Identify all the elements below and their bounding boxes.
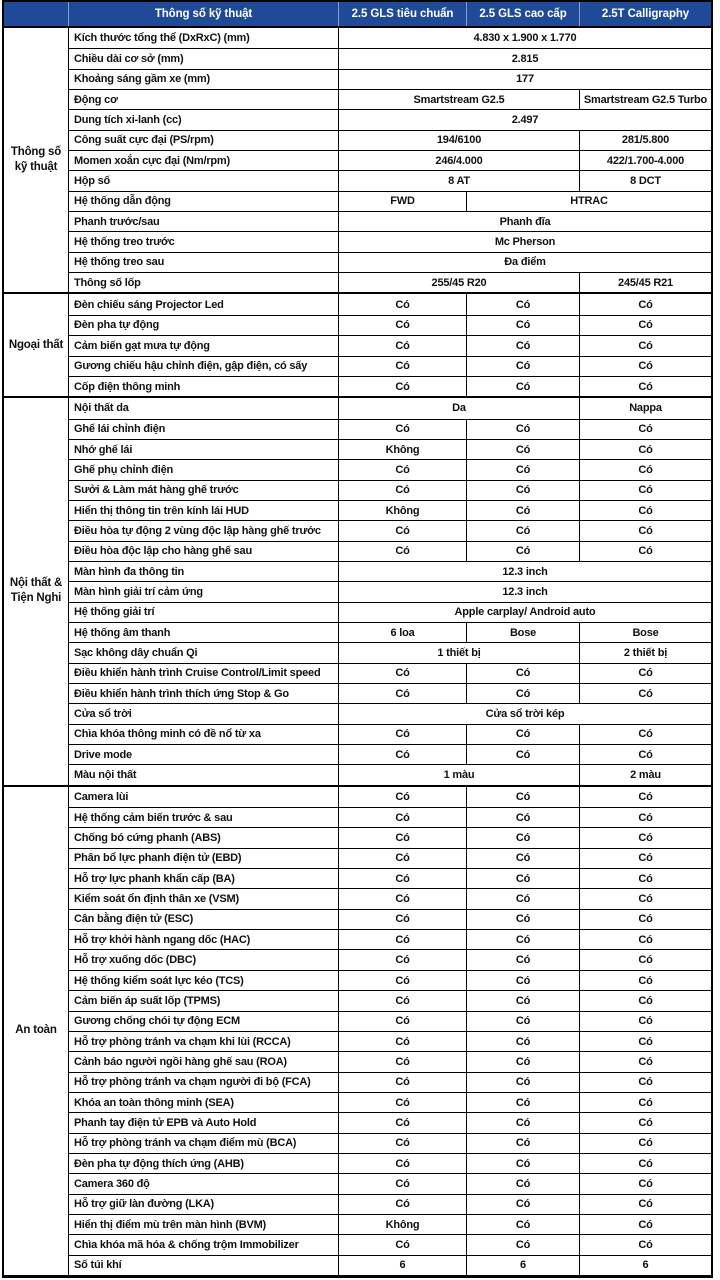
spec-value-cell: Không [338, 439, 466, 459]
spec-label-cell: Nhớ ghế lái [68, 439, 338, 459]
spec-label-cell: Hỗ trợ lực phanh khẩn cấp (BA) [68, 868, 338, 888]
spec-value-cell: Có [338, 315, 466, 335]
spec-value-cell: Có [338, 1011, 466, 1031]
spec-value-cell: Apple carplay/ Android auto [338, 602, 711, 622]
table-section [4, 26, 711, 292]
spec-value-cell: Có [579, 356, 711, 376]
spec-label-cell: Cân bằng điện tử (ESC) [68, 909, 338, 929]
spec-label-cell: Hỗ trợ phòng tránh va chạm khi lùi (RCCA) [68, 1031, 338, 1051]
spec-label-cell: Hệ thống kiểm soát lực kéo (TCS) [68, 970, 338, 990]
spec-label-cell: Hỗ trợ xuống dốc (DBC) [68, 949, 338, 969]
spec-label-cell: Kiểm soát ổn định thân xe (VSM) [68, 888, 338, 908]
spec-value-cell: Có [579, 500, 711, 520]
spec-value-cell: Có [338, 541, 466, 561]
spec-value-cell: Có [466, 335, 579, 355]
spec-value-cell: Có [579, 787, 711, 807]
spec-value-cell: 246/4.000 [338, 150, 579, 170]
header-trim-gls-standard: 2.5 GLS tiêu chuẩn [338, 2, 466, 26]
spec-value-cell: Có [338, 1072, 466, 1092]
section-label-cell: Nội thất & Tiện Nghi [9, 576, 63, 605]
spec-value-cell: Có [579, 848, 711, 868]
spec-value-cell: Da [338, 398, 579, 418]
spec-value-cell: Có [466, 970, 579, 990]
header-trim-calligraphy: 2.5T Calligraphy [579, 2, 711, 26]
spec-value-cell: Có [466, 315, 579, 335]
spec-value-cell: 245/45 R21 [579, 272, 711, 292]
spec-value-cell: 177 [338, 69, 711, 89]
spec-value-cell: Có [579, 1011, 711, 1031]
spec-label-cell: Cảnh báo người ngồi hàng ghế sau (ROA) [68, 1051, 338, 1071]
spec-value-cell: Có [466, 909, 579, 929]
spec-value-cell: Có [338, 663, 466, 683]
spec-value-cell: Có [338, 1153, 466, 1173]
spec-value-cell: Có [579, 419, 711, 439]
spec-value-cell: Bose [466, 622, 579, 642]
spec-label-cell: Camera lùi [68, 787, 338, 807]
spec-label-cell: Cảm biến gạt mưa tự động [68, 335, 338, 355]
spec-value-cell: Có [466, 459, 579, 479]
spec-label-cell: Khóa an toàn thông minh (SEA) [68, 1092, 338, 1112]
spec-label-cell: Phanh tay điện tử EPB và Auto Hold [68, 1112, 338, 1132]
spec-label-cell: Công suất cực đại (PS/rpm) [68, 130, 338, 150]
spec-value-cell: Có [338, 1031, 466, 1051]
spec-value-cell: Có [579, 335, 711, 355]
spec-label-cell: Điều khiển hành trình Cruise Control/Limit speed [68, 663, 338, 683]
spec-value-cell: Có [579, 807, 711, 827]
spec-value-cell: 1 màu [338, 764, 579, 784]
spec-value-cell: Có [579, 1072, 711, 1092]
spec-value-cell: Có [466, 787, 579, 807]
spec-value-cell: 422/1.700-4.000 [579, 150, 711, 170]
spec-value-cell: Có [338, 1112, 466, 1132]
spec-value-cell: Có [338, 480, 466, 500]
spec-value-cell: 8 DCT [579, 170, 711, 190]
spec-label-cell: Điều hòa tự động 2 vùng độc lập hàng ghế trước [68, 520, 338, 540]
spec-value-cell: Có [338, 827, 466, 847]
spec-value-cell: Có [466, 929, 579, 949]
spec-value-cell: Cửa sổ trời kép [338, 703, 711, 723]
spec-value-cell: Bose [579, 622, 711, 642]
spec-value-cell: Có [466, 683, 579, 703]
spec-value-cell: Có [579, 541, 711, 561]
spec-label-cell: Chống bó cứng phanh (ABS) [68, 827, 338, 847]
section-label-cell: Thông số kỹ thuật [10, 145, 62, 174]
spec-value-cell: 2.815 [338, 48, 711, 68]
spec-label-cell: Đèn pha tự động thích ứng (AHB) [68, 1153, 338, 1173]
spec-value-cell: Có [338, 1173, 466, 1193]
spec-label-cell: Hệ thống cảm biến trước & sau [68, 807, 338, 827]
spec-label-cell: Hệ thống dẫn động [68, 191, 338, 211]
spec-value-cell: Có [579, 888, 711, 908]
spec-value-cell: Có [466, 1112, 579, 1132]
spec-value-cell: Có [338, 520, 466, 540]
spec-value-cell: Có [466, 1133, 579, 1153]
spec-value-cell: Có [338, 1051, 466, 1071]
spec-value-cell: 6 [579, 1255, 711, 1275]
spec-value-cell: Có [579, 683, 711, 703]
table-header-row [4, 2, 711, 26]
spec-label-cell: Cửa sổ trời [68, 703, 338, 723]
spec-value-cell: Có [579, 663, 711, 683]
spec-value-cell: Có [579, 827, 711, 847]
spec-value-cell: Có [466, 663, 579, 683]
spec-label-cell: Hệ thống treo trước [68, 231, 338, 251]
spec-label-cell: Sưởi & Làm mát hàng ghế trước [68, 480, 338, 500]
spec-value-cell: Có [338, 335, 466, 355]
spec-value-cell: Có [466, 724, 579, 744]
spec-value-cell: Có [579, 520, 711, 540]
header-spec-column-title: Thông số kỹ thuật [68, 2, 338, 26]
spec-value-cell: Có [338, 1133, 466, 1153]
spec-value-cell: Có [466, 356, 579, 376]
spec-value-cell: 12.3 inch [338, 581, 711, 601]
spec-label-cell: Hệ thống âm thanh [68, 622, 338, 642]
spec-label-cell: Động cơ [68, 89, 338, 109]
spec-value-cell: Có [579, 1234, 711, 1254]
spec-value-cell: Có [579, 1214, 711, 1234]
spec-value-cell: Có [338, 356, 466, 376]
spec-value-cell: 6 loa [338, 622, 466, 642]
spec-label-cell: Hiển thị thông tin trên kính lái HUD [68, 500, 338, 520]
spec-value-cell: Có [579, 1112, 711, 1132]
spec-label-cell: Đèn pha tự động [68, 315, 338, 335]
spec-label-cell: Ghế lái chỉnh điện [68, 419, 338, 439]
spec-label-cell: Camera 360 độ [68, 1173, 338, 1193]
spec-label-cell: Cảm biến áp suất lốp (TPMS) [68, 990, 338, 1010]
spec-value-cell: Có [466, 990, 579, 1010]
header-trim-gls-premium: 2.5 GLS cao cấp [466, 2, 579, 26]
spec-value-cell: Có [579, 744, 711, 764]
spec-value-cell: Có [338, 929, 466, 949]
spec-label-cell: Chiều dài cơ sở (mm) [68, 48, 338, 68]
spec-label-cell: Momen xoắn cực đại (Nm/rpm) [68, 150, 338, 170]
spec-value-cell: Có [579, 990, 711, 1010]
spec-value-cell: Có [338, 888, 466, 908]
spec-label-cell: Màn hình giải trí cảm ứng [68, 581, 338, 601]
spec-label-cell: Điều hòa độc lập cho hàng ghế sau [68, 541, 338, 561]
spec-value-cell: Có [466, 1072, 579, 1092]
spec-label-cell: Kích thước tổng thể (DxRxC) (mm) [68, 28, 338, 48]
spec-value-cell: Có [338, 990, 466, 1010]
spec-label-cell: Ghế phụ chỉnh điện [68, 459, 338, 479]
spec-value-cell: Có [466, 439, 579, 459]
table-section [4, 292, 711, 396]
spec-value-cell: Có [466, 868, 579, 888]
spec-value-cell: Smartstream G2.5 [338, 89, 579, 109]
spec-value-cell: Có [338, 1092, 466, 1112]
spec-label-cell: Sạc không dây chuẩn Qi [68, 642, 338, 662]
spec-value-cell: Có [338, 868, 466, 888]
spec-label-cell: Hỗ trợ phòng tránh va chạm người đi bộ (FCA) [68, 1072, 338, 1092]
spec-value-cell: Có [579, 480, 711, 500]
spec-label-cell: Hệ thống treo sau [68, 252, 338, 272]
spec-value-cell: 4.830 x 1.900 x 1.770 [338, 28, 711, 48]
spec-value-cell: Có [338, 724, 466, 744]
spec-value-cell: Có [466, 1051, 579, 1071]
spec-value-cell: Có [466, 848, 579, 868]
spec-value-cell: FWD [338, 191, 466, 211]
spec-label-cell: Hiển thị điểm mù trên màn hình (BVM) [68, 1214, 338, 1234]
spec-value-cell: Có [338, 683, 466, 703]
spec-value-cell: Có [579, 1133, 711, 1153]
spec-label-cell: Hỗ trợ phòng tránh va chạm điểm mù (BCA) [68, 1133, 338, 1153]
spec-value-cell: 6 [338, 1255, 466, 1275]
spec-value-cell: Có [466, 827, 579, 847]
spec-value-cell: Có [466, 480, 579, 500]
spec-value-cell: 255/45 R20 [338, 272, 579, 292]
spec-value-cell: Có [579, 376, 711, 396]
spec-label-cell: Nội thất da [68, 398, 338, 418]
spec-value-cell: Smartstream G2.5 Turbo [579, 89, 711, 109]
spec-value-cell: Có [466, 541, 579, 561]
spec-value-cell: Có [579, 315, 711, 335]
spec-value-cell: Có [466, 744, 579, 764]
spec-label-cell: Đèn chiếu sáng Projector Led [68, 294, 338, 314]
spec-value-cell: Có [579, 724, 711, 744]
table-section [4, 396, 711, 785]
table-section [4, 785, 711, 1275]
spec-value-cell: 1 thiết bị [338, 642, 579, 662]
spec-label-cell: Màn hình đa thông tin [68, 561, 338, 581]
spec-value-cell: Có [338, 1194, 466, 1214]
spec-value-cell: Có [338, 949, 466, 969]
spec-value-cell: Có [579, 1031, 711, 1051]
spec-value-cell: Có [466, 1011, 579, 1031]
spec-label-cell: Dung tích xi-lanh (cc) [68, 109, 338, 129]
spec-label-cell: Gương chiếu hậu chỉnh điện, gập điện, có sấy [68, 356, 338, 376]
spec-label-cell: Điều khiển hành trình thích ứng Stop & Go [68, 683, 338, 703]
spec-value-cell: Có [466, 294, 579, 314]
spec-value-cell: Không [338, 1214, 466, 1234]
spec-label-cell: Khoảng sáng gầm xe (mm) [68, 69, 338, 89]
spec-value-cell: Có [579, 1153, 711, 1173]
spec-value-cell: Có [338, 744, 466, 764]
spec-value-cell: Có [466, 500, 579, 520]
spec-value-cell: Phanh đĩa [338, 211, 711, 231]
header-corner-cell [4, 2, 68, 26]
spec-label-cell: Màu nội thất [68, 764, 338, 784]
spec-value-cell: 2 thiết bị [579, 642, 711, 662]
spec-value-cell: Có [338, 376, 466, 396]
spec-value-cell: Có [579, 949, 711, 969]
section-label-cell: Ngoại thất [8, 338, 64, 351]
spec-value-cell: Có [466, 1234, 579, 1254]
spec-value-cell: Nappa [579, 398, 711, 418]
spec-value-cell: Đa điểm [338, 252, 711, 272]
spec-value-cell: Có [466, 1031, 579, 1051]
spec-value-cell: Có [338, 807, 466, 827]
spec-value-cell: Có [466, 949, 579, 969]
spec-value-cell: Có [579, 1173, 711, 1193]
spec-label-cell: Drive mode [68, 744, 338, 764]
spec-value-cell: Có [338, 848, 466, 868]
spec-label-cell: Hộp số [68, 170, 338, 190]
spec-label-cell: Chìa khóa mã hóa & chống trộm Immobilizer [68, 1234, 338, 1254]
spec-value-cell: Có [579, 439, 711, 459]
spec-value-cell: Có [338, 419, 466, 439]
spec-value-cell: 8 AT [338, 170, 579, 190]
spec-value-cell: 2.497 [338, 109, 711, 129]
section-label-cell: An toàn [15, 1024, 57, 1037]
spec-label-cell: Thông số lốp [68, 272, 338, 292]
spec-value-cell: Có [466, 1194, 579, 1214]
spec-label-cell: Hỗ trợ khởi hành ngang dốc (HAC) [68, 929, 338, 949]
spec-label-cell: Phanh trước/sau [68, 211, 338, 231]
spec-label-cell: Cốp điện thông minh [68, 376, 338, 396]
spec-value-cell: Có [466, 1153, 579, 1173]
spec-value-cell: Có [579, 1092, 711, 1112]
spec-value-cell: 281/5.800 [579, 130, 711, 150]
spec-value-cell: 2 màu [579, 764, 711, 784]
spec-label-cell: Chìa khóa thông minh có đề nổ từ xa [68, 724, 338, 744]
spec-value-cell: Có [466, 520, 579, 540]
spec-label-cell: Số túi khí [68, 1255, 338, 1275]
spec-label-cell: Phân bổ lực phanh điện tử (EBD) [68, 848, 338, 868]
spec-value-cell: Mc Pherson [338, 231, 711, 251]
spec-value-cell: Không [338, 500, 466, 520]
spec-value-cell: Có [338, 970, 466, 990]
spec-table [2, 0, 713, 1278]
spec-label-cell: Gương chống chói tự động ECM [68, 1011, 338, 1031]
spec-value-cell: Có [466, 1173, 579, 1193]
spec-value-cell: Có [338, 294, 466, 314]
spec-value-cell: HTRAC [466, 191, 711, 211]
spec-value-cell: Có [579, 459, 711, 479]
spec-value-cell: Có [466, 1214, 579, 1234]
spec-value-cell: 194/6100 [338, 130, 579, 150]
spec-value-cell: Có [579, 294, 711, 314]
spec-value-cell: Có [338, 787, 466, 807]
spec-value-cell: Có [579, 970, 711, 990]
spec-value-cell: 6 [466, 1255, 579, 1275]
spec-value-cell: Có [579, 1194, 711, 1214]
spec-value-cell: Có [579, 909, 711, 929]
spec-value-cell: Có [466, 807, 579, 827]
spec-value-cell: Có [579, 929, 711, 949]
spec-value-cell: Có [579, 1051, 711, 1071]
spec-value-cell: Có [579, 868, 711, 888]
spec-value-cell: Có [338, 459, 466, 479]
spec-value-cell: Có [338, 1234, 466, 1254]
spec-value-cell: Có [466, 1092, 579, 1112]
spec-value-cell: Có [466, 419, 579, 439]
spec-value-cell: Có [466, 376, 579, 396]
spec-value-cell: Có [466, 888, 579, 908]
spec-label-cell: Hỗ trợ giữ làn đường (LKA) [68, 1194, 338, 1214]
spec-label-cell: Hệ thống giải trí [68, 602, 338, 622]
spec-value-cell: 12.3 inch [338, 561, 711, 581]
spec-value-cell: Có [338, 909, 466, 929]
